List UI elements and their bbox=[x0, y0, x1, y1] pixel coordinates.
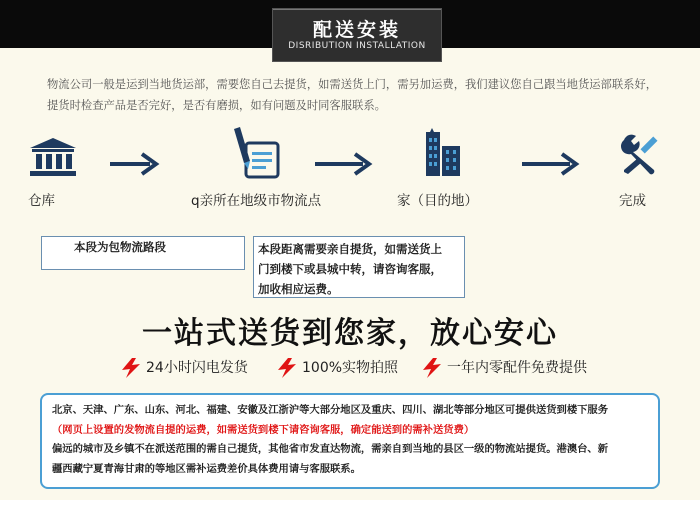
lightning-icon bbox=[120, 358, 142, 378]
step-label-done: 完成 bbox=[619, 193, 646, 209]
section-title: 配送安装 bbox=[312, 19, 401, 41]
segment-note-line-3: 加收相应运费。 bbox=[258, 282, 339, 296]
arrow-right-icon bbox=[522, 152, 582, 180]
feature-real-photos bbox=[276, 357, 398, 378]
feature-fast-shipping bbox=[120, 357, 248, 378]
step-label-destination: 家（目的地） bbox=[397, 193, 478, 209]
section-subtitle: DISRIBUTION INSTALLATION bbox=[288, 41, 426, 51]
service-line-4: 疆西藏宁夏青海甘肃的等地区需补运费差价具体费用请与客服联系。 bbox=[52, 462, 361, 475]
step-label-logistics-point: q亲所在地级市物流点 bbox=[191, 193, 322, 209]
pen-document-icon bbox=[230, 125, 282, 185]
headline: 一站式送货到您家，放心安心 bbox=[142, 316, 558, 351]
service-line-2: （网页上设置的发物流自提的运费，如需送货到楼下请咨询客服，确定能送到的需补送货费） bbox=[52, 423, 475, 436]
service-line-1: 北京、天津、广东、山东、河北、福建、安徽及江浙沪等大部分地区及重庆、四川、湖北等部分地区可提供送货到楼下服务 bbox=[52, 404, 609, 416]
feature-text: 100%实物拍照 bbox=[302, 360, 399, 376]
service-info-box bbox=[40, 393, 660, 489]
arrow-right-icon bbox=[110, 152, 162, 180]
step-label-warehouse: 仓库 bbox=[28, 193, 55, 209]
segment-note-pickup bbox=[253, 236, 465, 298]
section-title-box bbox=[272, 8, 442, 62]
building-icon bbox=[420, 128, 464, 182]
intro-line-2: 提货时检查产品是否完好，是否有磨损，如有问题及时同客服联系。 bbox=[47, 99, 386, 112]
feature-free-parts bbox=[421, 357, 587, 378]
bank-icon bbox=[28, 136, 78, 182]
intro-line-1: 物流公司一般是运到当地货运部，需要您自己去提货，如需送货上门，需另加运费，我们建议您自己跟当地货运部联系好， bbox=[47, 78, 658, 91]
arrow-right-icon bbox=[315, 152, 375, 180]
intro-text bbox=[47, 74, 677, 116]
lightning-icon bbox=[421, 358, 443, 378]
feature-text: 24小时闪电发货 bbox=[146, 360, 248, 376]
wrench-screwdriver-icon bbox=[618, 132, 664, 182]
lightning-icon bbox=[276, 358, 298, 378]
feature-text: 一年内零配件免费提供 bbox=[447, 360, 587, 376]
segment-note-line-2: 门到楼下或县城中转，请咨询客服， bbox=[258, 262, 442, 276]
segment-note-logistics bbox=[41, 236, 245, 270]
segment-note-text: 本段为包物流路段 bbox=[74, 240, 166, 254]
footer-strip bbox=[0, 500, 700, 531]
segment-note-line-1: 本段距离需要亲自提货，如需送货上 bbox=[258, 242, 442, 256]
service-line-3: 偏远的城市及乡镇不在派送范围的需自己提货，其他省市发直达物流，需亲自到当地的县区一级的物流站提货。港澳台、新 bbox=[52, 443, 609, 455]
